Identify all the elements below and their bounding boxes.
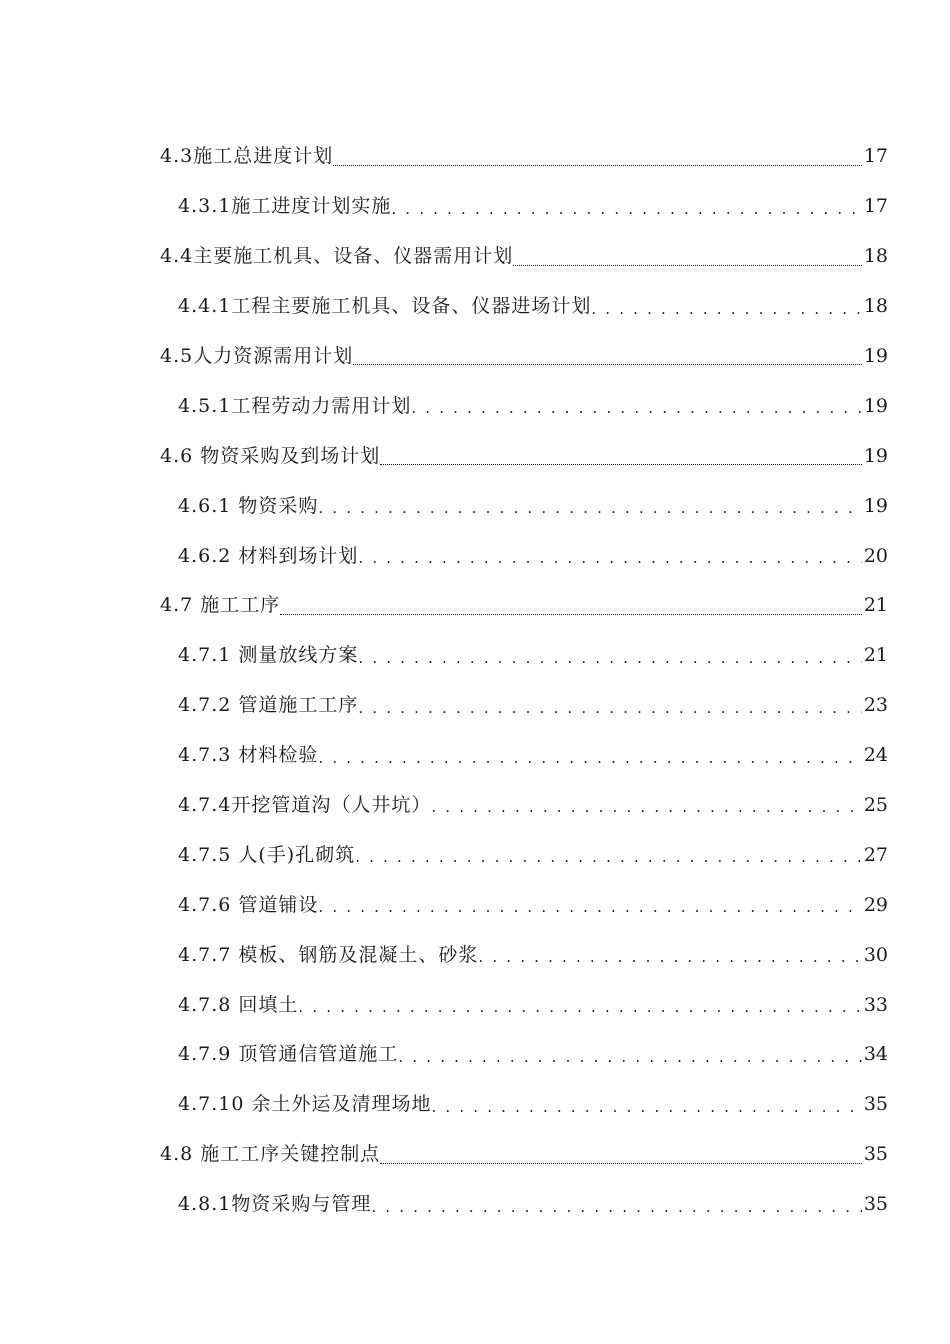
toc-page-number: 34 xyxy=(863,1043,888,1066)
toc-page-number: 21 xyxy=(863,594,888,617)
toc-page-number: 18 xyxy=(863,295,888,318)
toc-dot-leader xyxy=(431,800,861,830)
toc-page-number: 30 xyxy=(863,943,888,966)
toc-entry-title: 4.7.3 材料检验 xyxy=(178,744,319,767)
toc-entry-title: 4.6.1 物资采购 xyxy=(178,494,319,517)
toc-dot-leader xyxy=(391,202,861,232)
toc-entry[interactable] xyxy=(0,581,950,631)
toc-page-number: 19 xyxy=(863,444,888,467)
toc-dot-leader xyxy=(371,1200,861,1230)
toc-entry-title: 4.7.4开挖管道沟（人井坑） xyxy=(178,794,432,817)
toc-dot-leader xyxy=(591,302,861,332)
toc-entry-title: 4.7.9 顶管通信管道施工 xyxy=(178,1043,399,1066)
toc-page-number: 21 xyxy=(863,644,888,667)
toc-entry-title: 4.7.6 管道铺设 xyxy=(178,893,319,916)
toc-dot-leader xyxy=(358,701,861,731)
toc-entry[interactable] xyxy=(0,980,950,1030)
toc-entry-title: 4.7.10 余土外运及清理场地 xyxy=(178,1093,432,1116)
toc-entry-title: 4.4.1工程主要施工机具、设备、仪器进场计划 xyxy=(178,295,592,318)
toc-entry[interactable] xyxy=(0,930,950,980)
toc-page-number: 35 xyxy=(863,1193,888,1216)
toc-entry[interactable] xyxy=(0,1080,950,1130)
toc-entry[interactable] xyxy=(0,282,950,332)
toc-page-number: 20 xyxy=(863,544,888,567)
toc-entry-title: 4.4主要施工机具、设备、仪器需用计划 xyxy=(160,245,514,268)
toc-dot-leader xyxy=(358,551,861,581)
toc-dot-leader xyxy=(380,1161,862,1164)
toc-entry-title: 4.8 施工工序关键控制点 xyxy=(160,1143,381,1166)
toc-entry[interactable] xyxy=(0,830,950,880)
toc-page-number: 17 xyxy=(863,195,888,218)
toc-page-number: 27 xyxy=(863,843,888,866)
toc-entry-title: 4.3施工总进度计划 xyxy=(160,145,334,168)
toc-entry[interactable] xyxy=(0,631,950,681)
toc-entry[interactable] xyxy=(0,731,950,781)
toc-entry-title: 4.7 施工工序 xyxy=(160,594,281,617)
toc-dot-leader xyxy=(353,362,862,365)
toc-entry[interactable] xyxy=(0,1180,950,1230)
toc-page-number: 23 xyxy=(863,694,888,717)
toc-entry-title: 4.7.7 模板、钢筋及混凝土、砂浆 xyxy=(178,943,479,966)
toc-entry-title: 4.7.8 回填土 xyxy=(178,993,299,1016)
toc-dot-leader xyxy=(358,651,861,681)
toc-entry[interactable] xyxy=(0,781,950,831)
toc-entry-title: 4.6.2 材料到场计划 xyxy=(178,544,359,567)
toc-entry-title: 4.6 物资采购及到场计划 xyxy=(160,444,381,467)
toc-dot-leader xyxy=(513,263,862,266)
toc-entry-title: 4.3.1施工进度计划实施 xyxy=(178,195,392,218)
toc-dot-leader xyxy=(380,462,862,465)
toc-page-number: 35 xyxy=(863,1143,888,1166)
toc-page-number: 33 xyxy=(863,993,888,1016)
toc-page-number: 19 xyxy=(863,394,888,417)
toc-entry-title: 4.7.1 测量放线方案 xyxy=(178,644,359,667)
toc-dot-leader xyxy=(411,401,861,431)
toc-dot-leader xyxy=(398,1050,861,1080)
toc-entry[interactable] xyxy=(0,1130,950,1180)
toc-entry[interactable] xyxy=(0,531,950,581)
toc-page-number: 35 xyxy=(863,1093,888,1116)
toc-dot-leader xyxy=(478,950,861,980)
toc-page-number: 17 xyxy=(863,145,888,168)
toc-page-number: 24 xyxy=(863,744,888,767)
toc-entry[interactable] xyxy=(0,880,950,930)
toc-entry-title: 4.5人力资源需用计划 xyxy=(160,345,354,367)
toc-entry-title: 4.7.5 人(手)孔砌筑 xyxy=(178,843,356,866)
toc-dot-leader xyxy=(298,1000,861,1030)
toc-entry[interactable] xyxy=(0,431,950,481)
toc-dot-leader xyxy=(318,501,861,531)
table-of-contents xyxy=(0,132,950,1230)
toc-dot-leader xyxy=(355,850,862,880)
toc-dot-leader xyxy=(318,751,861,781)
toc-page-number: 19 xyxy=(863,494,888,517)
toc-entry[interactable] xyxy=(0,182,950,232)
toc-entry[interactable] xyxy=(0,1030,950,1080)
toc-dot-leader xyxy=(318,900,861,930)
toc-entry-title: 4.7.2 管道施工工序 xyxy=(178,694,359,717)
toc-entry[interactable] xyxy=(0,332,950,382)
toc-page-number: 19 xyxy=(863,345,888,367)
toc-page-number: 25 xyxy=(863,794,888,817)
toc-dot-leader xyxy=(333,163,862,166)
toc-entry[interactable] xyxy=(0,132,950,182)
toc-entry-title: 4.8.1物资采购与管理 xyxy=(178,1193,372,1216)
toc-dot-leader xyxy=(431,1100,861,1130)
toc-entry[interactable] xyxy=(0,481,950,531)
toc-dot-leader xyxy=(280,612,862,615)
toc-entry[interactable] xyxy=(0,232,950,282)
toc-entry[interactable] xyxy=(0,681,950,731)
toc-entry[interactable] xyxy=(0,381,950,431)
toc-entry-title: 4.5.1工程劳动力需用计划 xyxy=(178,394,412,417)
toc-page-number: 29 xyxy=(863,893,888,916)
toc-page-number: 18 xyxy=(863,245,888,268)
